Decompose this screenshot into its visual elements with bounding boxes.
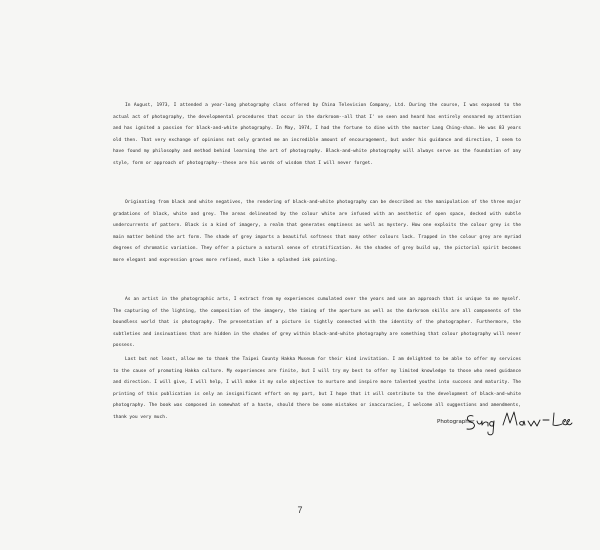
paragraph-text: As an artist in the photographic arts, I extract from my experiences cumulated over the years and use an approach that is unique to me myself. The capturing of the lighting, the composition of the imagery, the timing of the aperture as well as the darkroom skills are all components of the boundless world that is photography. The presentation of a picture is tightly connected with the identity of the photographer. Furthermore, the subtleties and insinuations that are hidden in the shades of grey within black-and-white photography are something that colour photography will never possess. [113, 297, 521, 348]
paragraph-text: Originating from black and white negatives, the rendering of black-and-white photography can be described as the manipulation of the three major gradations of black, white and grey. The areas delineated by the colour white are infused with an aesthetic of open space, decked with subtle undercurrents of pattern. Black is a kind of imagery, a realm that generates emptiness as well as mystery. How one exploits the colour grey is the main matter behind the art form. The shade of grey imparts a beautiful softness that many other colours lack. Trapped in the colour grey are myriad degrees of chromatic variation. They offer a picture a natural sense of stratification. As the shades of grey build up, the pictorial spirit becomes more elegant and expression grows more refined, much like a splashed ink painting. [113, 200, 521, 263]
paragraph-black-white-gradations [113, 197, 521, 266]
paragraph-text: In August, 1973, I attended a year-long photography class offered by China Television Company, Ltd. During the course, I was exposed to the actual act of photography, the developmental procedures that occur in the darkroom--all that I' ve seen and heard has entirely ensnared my attention and has ignited a passion for black-and-white photography. In May, 1974, I had the fortune to dine with the master Lang Ching-shan. He was 83 years old then. That very exchange of opinions not only granted me an incredible amount of encouragement, but under his guidance and direction, I seem to have found my philosophy and method behind learning the art of photography. Black-and-white photography will always serve as the foundation of any style, form or approach of photography--these are his words of wisdom that I will never forget. [113, 103, 521, 166]
paragraph-artist-approach [113, 294, 521, 352]
handwritten-signature [463, 408, 573, 436]
page-number: 7 [297, 505, 303, 515]
paragraph-photography-class [113, 100, 521, 169]
paragraph-acknowledgements [113, 354, 521, 423]
signature-label: Photographer [437, 419, 475, 425]
paragraph-text: Last but not least, allow me to thank the Taipei County Hakka Museum for their kind invitation. I am delighted to be able to offer my services to the cause of promoting Hakka culture. My experiences are finite, but I will try my best to offer my limited knowledge to those who need guidance and direction. I will give, I will help, I will make it my sole objective to nurture and inspire more talented youths into success and maturity. The printing of this publication is only an insignificant effort on my part, but I hope that it will contribute to the development of black-and-white photography. The book was composed in somewhat of a haste, should there be some mistakes or inaccuracies, I welcome all suggestions and amendments, thank you very much. [113, 357, 521, 420]
